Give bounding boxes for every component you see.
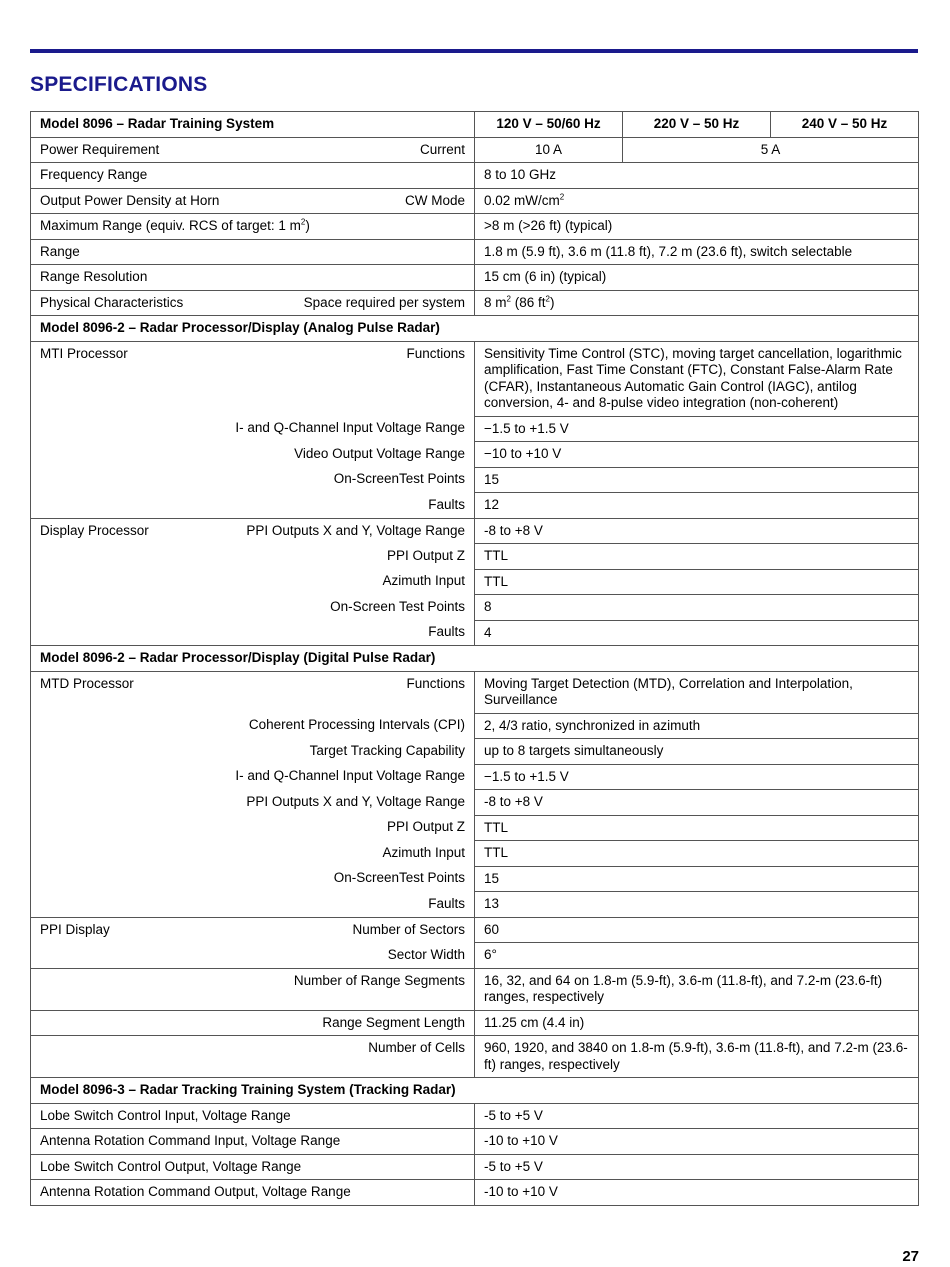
table-row <box>31 341 919 416</box>
density-sup: 2 <box>559 192 565 201</box>
current-other-value: 5 A <box>623 137 919 163</box>
ppi-z-label: PPI Output Z <box>31 544 475 570</box>
table-row <box>31 764 919 790</box>
resolution-value: 15 cm (6 in) (typical) <box>475 265 919 291</box>
maxrange-close: ) <box>305 218 310 233</box>
tracking-row-value: -5 to +5 V <box>475 1154 919 1180</box>
table-row <box>31 239 919 265</box>
table-row <box>31 416 919 442</box>
faults-value: 13 <box>475 892 919 918</box>
sectors-label: Number of Sectors <box>352 921 465 937</box>
space-value-a: 8 m <box>484 294 507 310</box>
tracking-row-label: Antenna Rotation Command Input, Voltage Range <box>31 1129 475 1155</box>
table-row <box>31 544 919 570</box>
test-points-value: 8 <box>475 595 919 621</box>
iq-label: I- and Q-Channel Input Voltage Range <box>31 764 475 790</box>
faults-label: Faults <box>31 493 475 519</box>
segment-length-value: 11.25 cm (4.4 in) <box>475 1010 919 1036</box>
maxrange-label-cell <box>31 214 475 240</box>
ppi-z-label: PPI Output Z <box>31 815 475 841</box>
table-row <box>31 1180 919 1206</box>
faults-label: Faults <box>31 620 475 646</box>
table-row <box>31 620 919 646</box>
row-label <box>31 188 475 214</box>
tracking-row-value: -10 to +10 V <box>475 1180 919 1206</box>
table-row <box>31 442 919 468</box>
cpi-value: 2, 4/3 ratio, synchronized in azimuth <box>475 713 919 739</box>
ppi-display-label: PPI Display <box>40 921 110 937</box>
ppi-z-value: TTL <box>475 544 919 570</box>
top-rule <box>30 49 918 53</box>
table-row <box>31 1129 919 1155</box>
section-title: Model 8096-2 – Radar Processor/Display (Analog Pulse Radar) <box>31 316 919 342</box>
table-row <box>31 214 919 240</box>
table-row <box>31 943 919 969</box>
table-row <box>31 265 919 291</box>
current-label: Current <box>419 141 465 157</box>
ppi-xy-label: PPI Outputs X and Y, Voltage Range <box>31 790 475 816</box>
section-title: Model 8096 – Radar Training System <box>31 112 475 138</box>
space-value-cell <box>475 290 919 316</box>
test-points-label: On-Screen Test Points <box>31 595 475 621</box>
video-value: −10 to +10 V <box>475 442 919 468</box>
table-row <box>31 671 919 713</box>
row-label <box>31 917 475 943</box>
sector-width-value: 6° <box>475 943 919 969</box>
resolution-label: Range Resolution <box>31 265 475 291</box>
table-row <box>31 1010 919 1036</box>
specifications-table <box>30 111 919 1206</box>
maxrange-sup: 2 <box>300 217 306 227</box>
column-header-120v: 120 V – 50/60 Hz <box>475 112 623 138</box>
faults-label: Faults <box>31 892 475 918</box>
table-row <box>31 841 919 867</box>
functions-value: Moving Target Detection (MTD), Correlation and Interpolation, Surveillance <box>475 671 919 713</box>
row-label <box>31 137 475 163</box>
table-row <box>31 112 919 138</box>
space-sup-2: 2 <box>545 294 550 303</box>
section-title: Model 8096-2 – Radar Processor/Display (Digital Pulse Radar) <box>31 646 919 672</box>
faults-value: 12 <box>475 493 919 519</box>
tracking-row-value: -5 to +5 V <box>475 1103 919 1129</box>
mti-label: MTI Processor <box>40 345 128 361</box>
ppi-xy-value: -8 to +8 V <box>475 790 919 816</box>
table-row <box>31 646 919 672</box>
video-label: Video Output Voltage Range <box>31 442 475 468</box>
ppi-z-value: TTL <box>475 815 919 841</box>
test-points-label: On-ScreenTest Points <box>31 866 475 892</box>
display-processor-label: Display Processor <box>40 522 149 538</box>
azimuth-value: TTL <box>475 569 919 595</box>
density-value: 0.02 mW/cm <box>484 192 560 208</box>
table-row <box>31 316 919 342</box>
tracking-value: up to 8 targets simultaneously <box>475 739 919 765</box>
azimuth-label: Azimuth Input <box>31 841 475 867</box>
tracking-row-label: Lobe Switch Control Input, Voltage Range <box>31 1103 475 1129</box>
sector-width-label: Sector Width <box>31 943 475 969</box>
ppi-xy-label: PPI Outputs X and Y, Voltage Range <box>246 522 465 538</box>
density-value-cell <box>475 188 919 214</box>
row-label <box>31 671 475 713</box>
iq-value: −1.5 to +1.5 V <box>475 764 919 790</box>
table-row <box>31 595 919 621</box>
table-row <box>31 569 919 595</box>
table-row <box>31 815 919 841</box>
azimuth-label: Azimuth Input <box>31 569 475 595</box>
test-points-value: 15 <box>475 467 919 493</box>
table-row <box>31 163 919 189</box>
column-header-240v: 240 V – 50 Hz <box>771 112 919 138</box>
tracking-row-label: Antenna Rotation Command Output, Voltage Range <box>31 1180 475 1206</box>
range-value: 1.8 m (5.9 ft), 3.6 m (11.8 ft), 7.2 m (23.6 ft), switch selectable <box>475 239 919 265</box>
azimuth-value: TTL <box>475 841 919 867</box>
table-row <box>31 739 919 765</box>
table-row <box>31 968 919 1010</box>
current-120-value: 10 A <box>475 137 623 163</box>
row-label <box>31 518 475 544</box>
table-row <box>31 1103 919 1129</box>
table-row <box>31 917 919 943</box>
cells-value: 960, 1920, and 3840 on 1.8-m (5.9-ft), 3.6-m (11.8-ft), and 7.2-m (23.6-ft) ranges, respectively <box>475 1036 919 1078</box>
sectors-value: 60 <box>475 917 919 943</box>
segments-value: 16, 32, and 64 on 1.8-m (5.9-ft), 3.6-m (11.8-ft), and 7.2-m (23.6-ft) ranges, respectively <box>475 968 919 1010</box>
table-row <box>31 1078 919 1104</box>
test-points-value: 15 <box>475 866 919 892</box>
table-row <box>31 892 919 918</box>
faults-value: 4 <box>475 620 919 646</box>
tracking-row-label: Lobe Switch Control Output, Voltage Range <box>31 1154 475 1180</box>
ppi-xy-value: -8 to +8 V <box>475 518 919 544</box>
mtd-label: MTD Processor <box>40 675 134 691</box>
space-value-c: ) <box>549 294 555 310</box>
segments-label: Number of Range Segments <box>31 968 475 1010</box>
test-points-label: On-ScreenTest Points <box>31 467 475 493</box>
page-number: 27 <box>902 1248 919 1265</box>
iq-label: I- and Q-Channel Input Voltage Range <box>31 416 475 442</box>
table-row <box>31 1036 919 1078</box>
table-row <box>31 790 919 816</box>
row-label <box>31 341 475 416</box>
table-row <box>31 866 919 892</box>
table-row <box>31 467 919 493</box>
maxrange-label: Maximum Range (equiv. RCS of target: 1 m <box>40 218 301 233</box>
space-sup-1: 2 <box>506 294 511 303</box>
cells-label: Number of Cells <box>31 1036 475 1078</box>
range-label: Range <box>31 239 475 265</box>
row-label <box>31 290 475 316</box>
functions-label: Functions <box>406 675 465 691</box>
freq-label: Frequency Range <box>31 163 475 189</box>
column-header-220v: 220 V – 50 Hz <box>623 112 771 138</box>
freq-value: 8 to 10 GHz <box>475 163 919 189</box>
tracking-label: Target Tracking Capability <box>31 739 475 765</box>
functions-value: Sensitivity Time Control (STC), moving target cancellation, logarithmic amplification, Fast Time Constant (FTC), Constant False-Alarm Rate (CFAR), Instantaneous Automatic Gain Control (IAGC), antilog conversion, 4- and 8-pulse video integration (non-coherent) <box>475 341 919 416</box>
section-title: Model 8096-3 – Radar Tracking Training System (Tracking Radar) <box>31 1078 919 1104</box>
table-row <box>31 1154 919 1180</box>
space-label: Space required per system <box>303 294 465 310</box>
maxrange-value: >8 m (>26 ft) (typical) <box>475 214 919 240</box>
table-row <box>31 518 919 544</box>
page-title: SPECIFICATIONS <box>30 73 208 96</box>
cpi-label: Coherent Processing Intervals (CPI) <box>31 713 475 739</box>
segment-length-label: Range Segment Length <box>31 1010 475 1036</box>
space-value-b: (86 ft <box>510 294 546 310</box>
iq-value: −1.5 to +1.5 V <box>475 416 919 442</box>
table-row <box>31 290 919 316</box>
table-row <box>31 137 919 163</box>
table-row <box>31 188 919 214</box>
density-label: Output Power Density at Horn <box>40 192 220 208</box>
table-row <box>31 493 919 519</box>
physical-label: Physical Characteristics <box>40 294 184 310</box>
density-mode: CW Mode <box>404 192 465 208</box>
functions-label: Functions <box>406 345 465 361</box>
table-row <box>31 713 919 739</box>
power-label: Power Requirement <box>40 141 160 157</box>
tracking-row-value: -10 to +10 V <box>475 1129 919 1155</box>
